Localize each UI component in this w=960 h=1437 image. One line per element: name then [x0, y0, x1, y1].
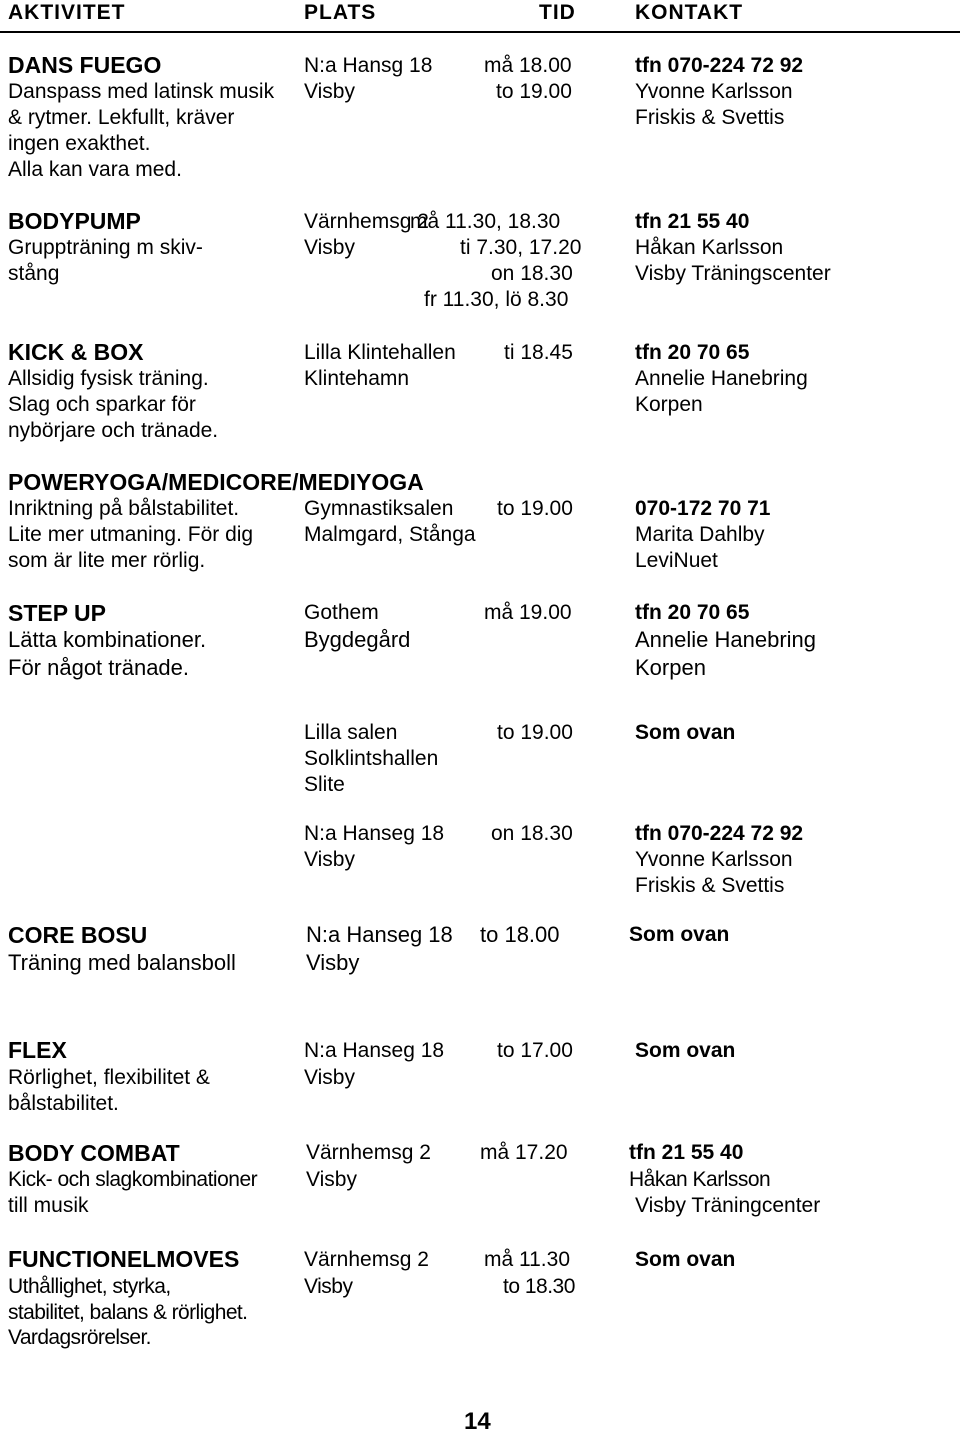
- contact-organization: Visby Träningscenter: [635, 262, 831, 285]
- place-text: Visby: [304, 1275, 353, 1298]
- activity-description: stabilitet, balans & rörlighet.: [8, 1301, 248, 1324]
- place-text: Solklintshallen: [304, 747, 439, 770]
- activity-title: FUNCTIONELMOVES: [8, 1246, 240, 1272]
- activity-title: BODY COMBAT: [8, 1140, 180, 1166]
- place-text: Slite: [304, 773, 345, 796]
- contact-same-as-above: Som ovan: [629, 923, 730, 946]
- activity-description: Vardagsrörelser.: [8, 1326, 151, 1349]
- place-text: Värnhemsg 2: [306, 1141, 431, 1164]
- place-text: Lilla Klintehallen: [304, 341, 456, 364]
- contact-phone: tfn 070-224 72 92: [635, 822, 804, 845]
- place-text: Värnhemsg 2: [304, 210, 429, 233]
- header-divider: [0, 31, 960, 33]
- page-number: 14: [464, 1408, 491, 1435]
- contact-phone: 070-172 70 71: [635, 497, 771, 520]
- activity-description: som är lite mer rörlig.: [8, 549, 206, 572]
- contact-name: Yvonne Karlsson: [635, 80, 793, 103]
- place-text: N:a Hanseg 18: [306, 922, 453, 947]
- activity-description: Slag och sparkar för: [8, 393, 196, 416]
- activity-title: POWERYOGA/MEDICORE/MEDIYOGA: [8, 469, 424, 495]
- contact-organization: Korpen: [635, 393, 703, 416]
- place-text: N:a Hanseg 18: [304, 1039, 445, 1062]
- time-text: to 18.30: [503, 1275, 575, 1298]
- activity-title: CORE BOSU: [8, 922, 148, 948]
- time-text: ti 18.45: [504, 341, 573, 364]
- place-text: Visby: [304, 1066, 355, 1089]
- place-text: Visby: [306, 950, 360, 975]
- column-header-activity: AKTIVITET: [8, 1, 126, 24]
- place-text: Klintehamn: [304, 367, 410, 390]
- time-text: to 17.00: [497, 1039, 573, 1062]
- time-text: ti 7.30, 17.20: [460, 236, 582, 259]
- contact-organization: Korpen: [635, 655, 706, 680]
- contact-phone: tfn 20 70 65: [635, 601, 750, 624]
- place-text: Gothem: [304, 601, 379, 624]
- activity-title: FLEX: [8, 1037, 67, 1063]
- time-text: on 18.30: [491, 822, 573, 845]
- place-text: Visby: [304, 236, 355, 259]
- activity-description: stång: [8, 262, 60, 285]
- activity-description: Inriktning på bålstabilitet.: [8, 497, 240, 520]
- place-text: Malmgard, Stånga: [304, 523, 476, 546]
- activity-description: Alla kan vara med.: [8, 158, 182, 181]
- place-text: N:a Hanseg 18: [304, 822, 445, 845]
- activity-description: & rytmer. Lekfullt, kräver: [8, 106, 235, 129]
- activity-description: nybörjare och tränade.: [8, 419, 219, 442]
- time-text: må 18.00: [484, 54, 572, 77]
- contact-name: Håkan Karlsson: [629, 1168, 771, 1191]
- contact-organization: Visby Träningcenter: [635, 1194, 821, 1217]
- time-text: to 19.00: [497, 497, 573, 520]
- time-text: on 18.30: [491, 262, 573, 285]
- activity-description: Danspass med latinsk musik: [8, 80, 275, 103]
- time-text: må 19.00: [484, 601, 572, 624]
- activity-description: Lätta kombinationer.: [8, 627, 207, 652]
- time-text: må 11.30: [484, 1248, 570, 1271]
- time-text: to 18.00: [480, 922, 560, 947]
- activity-title: BODYPUMP: [8, 208, 141, 234]
- activity-description: ingen exakthet.: [8, 132, 151, 155]
- contact-name: Marita Dahlby: [635, 523, 765, 546]
- place-text: Visby: [304, 848, 355, 871]
- time-text: må 11.30, 18.30: [410, 210, 561, 233]
- contact-phone: tfn 070-224 72 92: [635, 54, 804, 77]
- activity-description: till musik: [8, 1194, 89, 1217]
- place-text: Lilla salen: [304, 721, 398, 744]
- contact-same-as-above: Som ovan: [635, 721, 736, 744]
- time-text: må 17.20: [480, 1141, 568, 1164]
- activity-title: KICK & BOX: [8, 339, 144, 365]
- place-text: Visby: [304, 80, 355, 103]
- activity-description: Rörlighet, flexibilitet &: [8, 1066, 210, 1089]
- time-text: fr 11.30, lö 8.30: [424, 288, 569, 311]
- time-text: to 19.00: [497, 721, 573, 744]
- contact-name: Håkan Karlsson: [635, 236, 784, 259]
- column-header-contact: KONTAKT: [635, 1, 744, 24]
- contact-organization: Friskis & Svettis: [635, 874, 785, 897]
- activity-description: Gruppträning m skiv-: [8, 236, 203, 259]
- contact-phone: tfn 20 70 65: [635, 341, 750, 364]
- activity-description: Uthållighet, styrka,: [8, 1275, 171, 1298]
- contact-phone: tfn 21 55 40: [635, 210, 750, 233]
- contact-same-as-above: Som ovan: [635, 1039, 736, 1062]
- place-text: Gymnastiksalen: [304, 497, 454, 520]
- activity-description: För något tränade.: [8, 655, 190, 680]
- contact-organization: LeviNuet: [635, 549, 718, 572]
- activity-description: Träning med balansboll: [8, 950, 236, 975]
- place-text: Visby: [306, 1168, 357, 1191]
- contact-organization: Friskis & Svettis: [635, 106, 785, 129]
- place-text: N:a Hansg 18: [304, 54, 433, 77]
- time-text: to 19.00: [496, 80, 572, 103]
- place-text: Bygdegård: [304, 627, 411, 652]
- contact-name: Annelie Hanebring: [635, 367, 808, 390]
- contact-phone: tfn 21 55 40: [629, 1141, 744, 1164]
- activity-title: STEP UP: [8, 600, 106, 626]
- contact-name: Annelie Hanebring: [635, 627, 817, 652]
- contact-name: Yvonne Karlsson: [635, 848, 793, 871]
- contact-same-as-above: Som ovan: [635, 1248, 736, 1271]
- activity-description: Lite mer utmaning. För dig: [8, 523, 254, 546]
- activity-title: DANS FUEGO: [8, 52, 162, 78]
- activity-description: Kick- och slagkombinationer: [8, 1168, 258, 1191]
- place-text: Värnhemsg 2: [304, 1248, 429, 1271]
- activity-description: bålstabilitet.: [8, 1092, 119, 1115]
- column-header-time: TID: [539, 1, 576, 24]
- column-header-place: PLATS: [304, 1, 377, 24]
- activity-description: Allsidig fysisk träning.: [8, 367, 209, 390]
